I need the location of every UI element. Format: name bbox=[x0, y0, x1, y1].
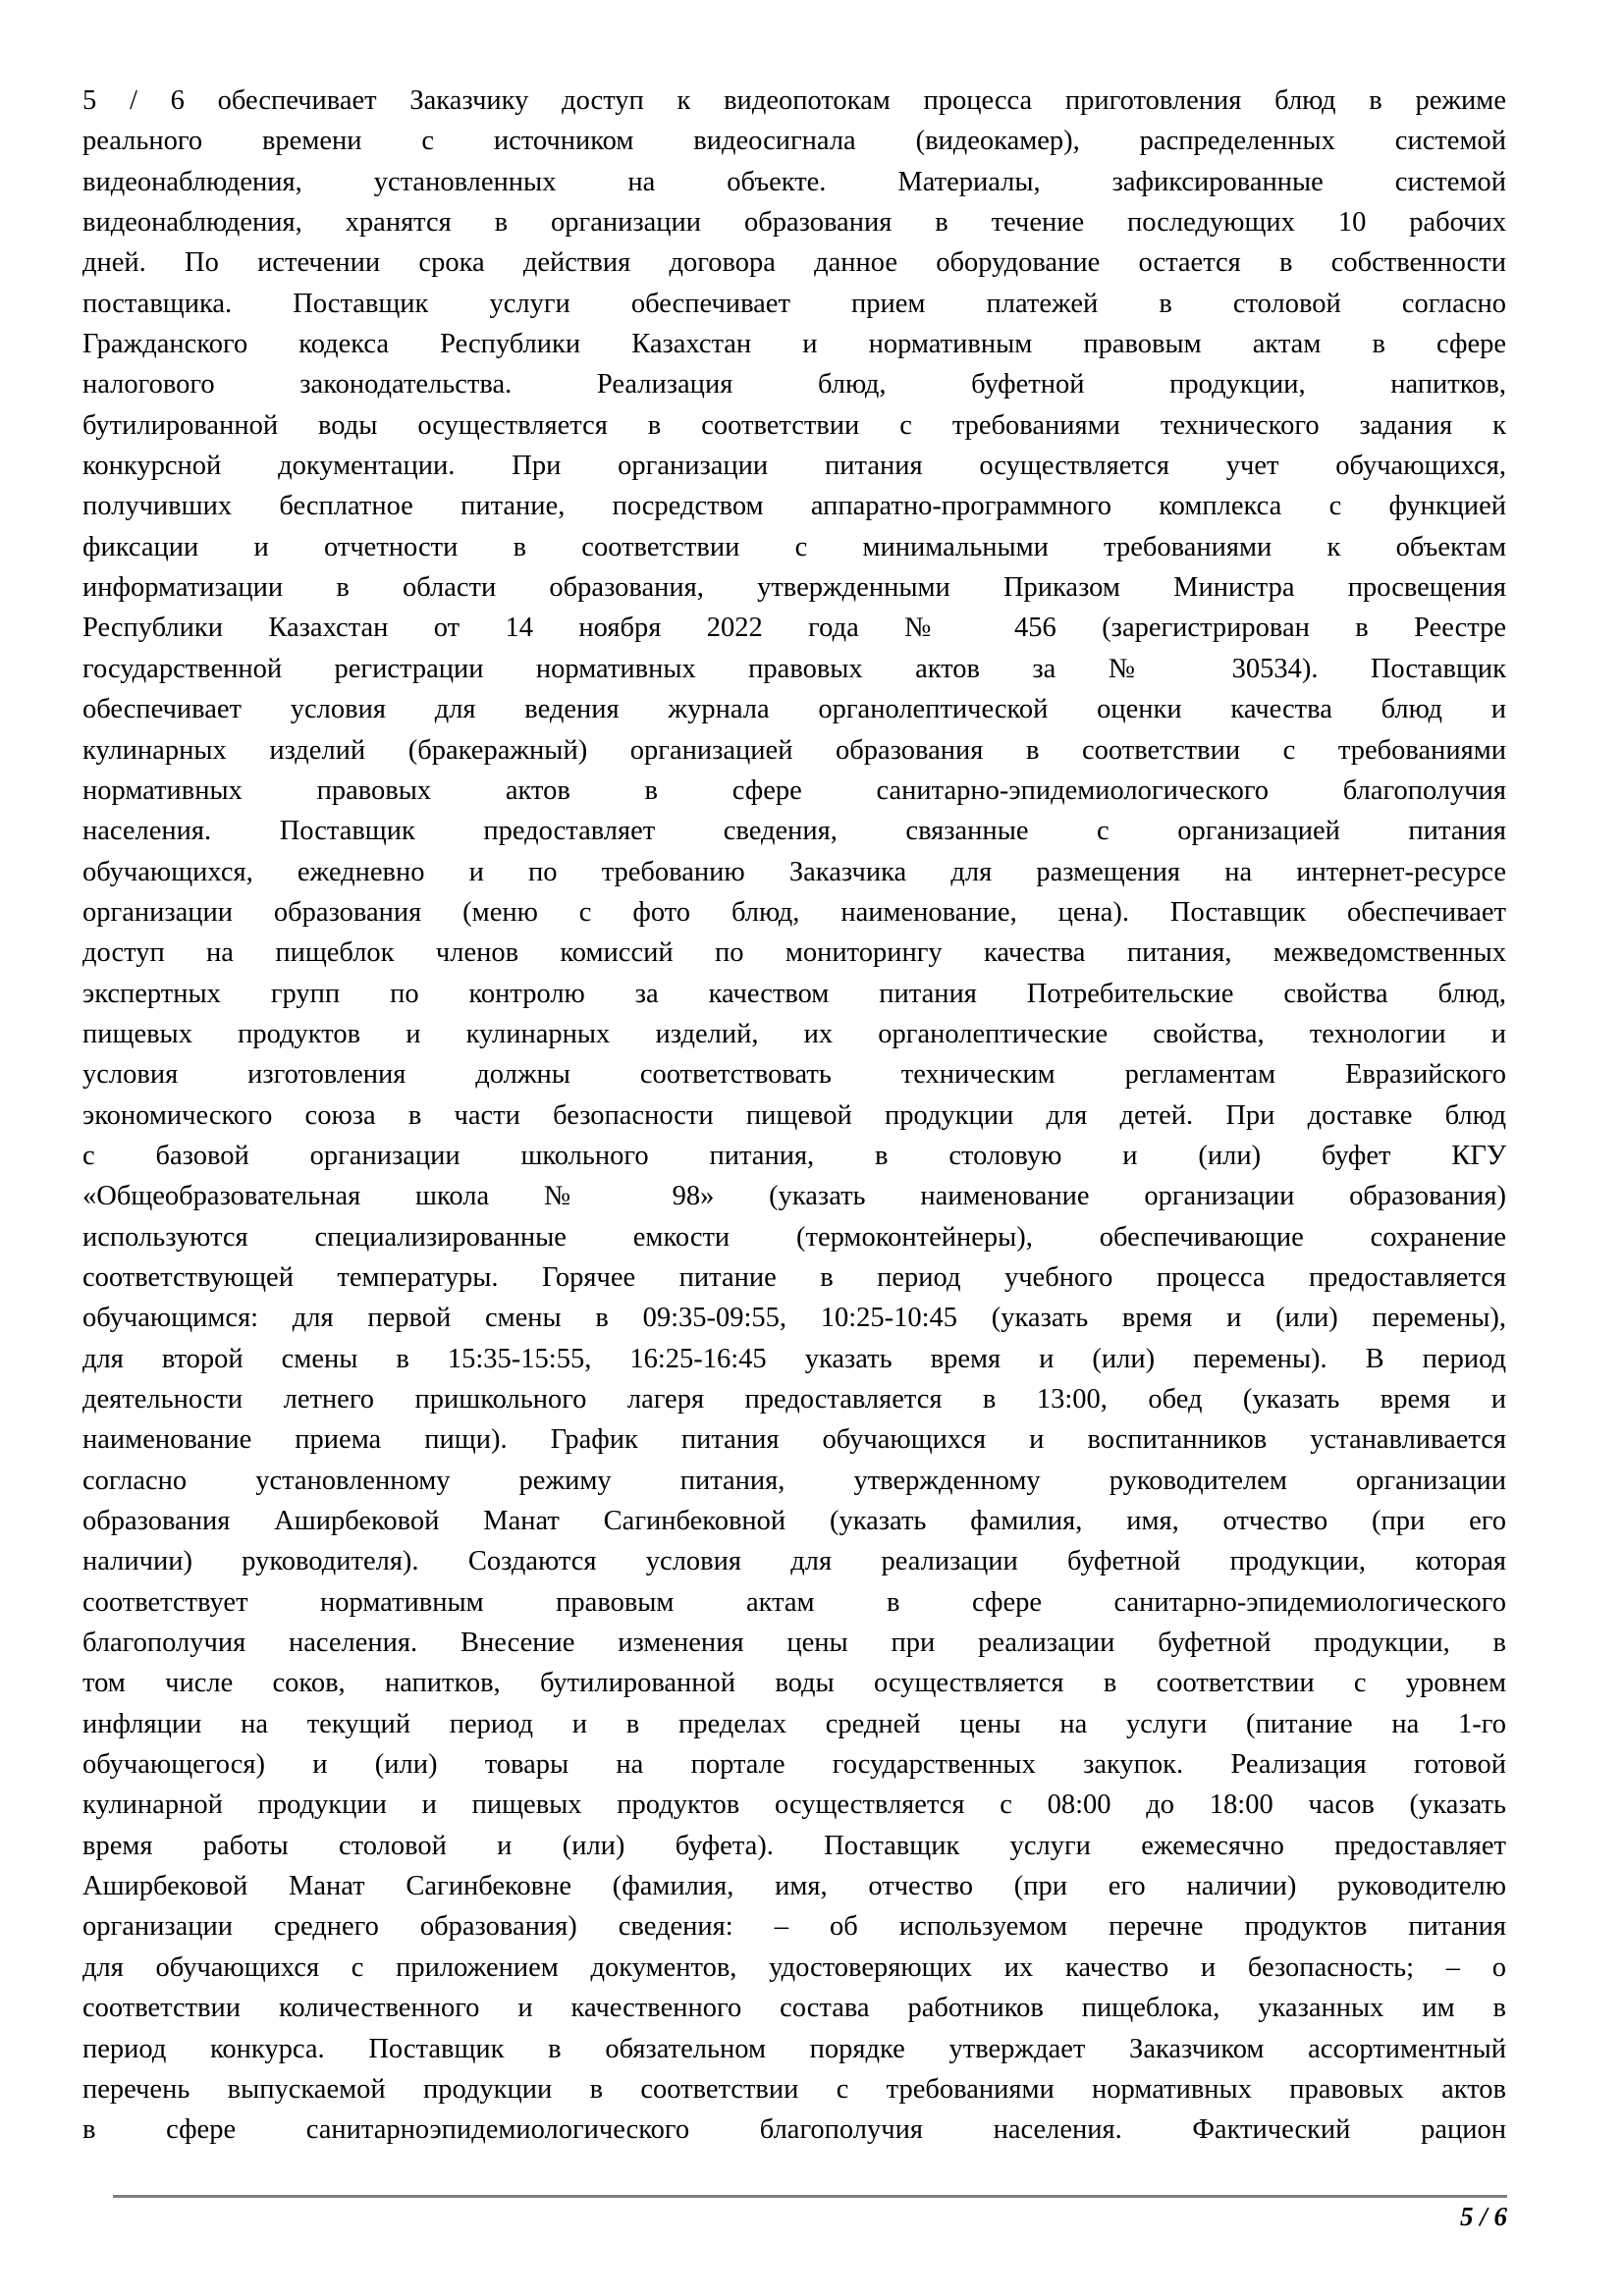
text-line: образования Аширбековой Манат Сагинбековной (указать фамилия, имя, отчество (при его bbox=[82, 1506, 1506, 1537]
text-line: экспертных групп по контролю за качеством питания Потребительские свойства блюд, bbox=[82, 978, 1506, 1009]
text-line: время работы столовой и (или) буфета). Поставщик услуги ежемесячно предоставляет bbox=[82, 1830, 1506, 1861]
text-line: условия изготовления должны соответствовать техническим регламентам Евразийского bbox=[82, 1059, 1506, 1091]
text-line: Гражданского кодекса Республики Казахстан и нормативным правовым актам в сфере bbox=[82, 329, 1506, 360]
text-line: 5 / 6 обеспечивает Заказчику доступ к видеопотокам процесса приготовления блюд в режиме bbox=[82, 85, 1506, 116]
text-line: Аширбековой Манат Сагинбековне (фамилия, имя, отчество (при его наличии) руководителю bbox=[82, 1871, 1506, 1902]
text-line: период конкурса. Поставщик в обязательном порядке утверждает Заказчиком ассортиментный bbox=[82, 2033, 1506, 2064]
text-line: обучающимся: для первой смены в 09:35-09:55, 10:25-10:45 (указать время и (или) перемены), bbox=[82, 1303, 1506, 1334]
text-line: Республики Казахстан от 14 ноября 2022 года № 456 (зарегистрирован в Реестре bbox=[82, 613, 1506, 644]
text-line: доступ на пищеблок членов комиссий по мониторингу качества питания, межведомственных bbox=[82, 937, 1506, 969]
text-line: обеспечивает условия для ведения журнала органолептической оценки качества блюд и bbox=[82, 694, 1506, 725]
text-line: налогового законодательства. Реализация блюд, буфетной продукции, напитков, bbox=[82, 369, 1506, 400]
text-line: согласно установленному режиму питания, утвержденному руководителем организации bbox=[82, 1465, 1506, 1496]
text-line: наименование приема пищи). График питания обучающихся и воспитанников устанавливается bbox=[82, 1424, 1506, 1456]
text-line: организации образования (меню с фото блюд, наименование, цена). Поставщик обеспечивает bbox=[82, 896, 1506, 928]
page-number: 5 / 6 bbox=[1459, 2202, 1507, 2231]
text-line: с базовой организации школьного питания, в столовую и (или) буфет КГУ bbox=[82, 1140, 1506, 1171]
text-line: дней. По истечении срока действия договора данное оборудование остается в собственности bbox=[82, 247, 1506, 279]
text-line: нормативных правовых актов в сфере санитарно-эпидемиологического благополучия bbox=[82, 774, 1506, 806]
text-line: экономического союза в части безопасности пищевой продукции для детей. При доставке блюд bbox=[82, 1099, 1506, 1131]
text-line: кулинарной продукции и пищевых продуктов осуществляется с 08:00 до 18:00 часов (указать bbox=[82, 1789, 1506, 1821]
text-line: кулинарных изделий (бракеражный) организацией образования в соответствии с требованиями bbox=[82, 734, 1506, 766]
text-line: пищевых продуктов и кулинарных изделий, их органолептические свойства, технологии и bbox=[82, 1018, 1506, 1049]
text-line: соответствующей температуры. Горячее питание в период учебного процесса предоставляется bbox=[82, 1261, 1506, 1293]
text-line: наличии) руководителя). Создаются условия для реализации буфетной продукции, которая bbox=[82, 1546, 1506, 1577]
text-line: видеонаблюдения, хранятся в организации образования в течение последующих 10 рабочих bbox=[82, 207, 1506, 239]
text-line: благополучия населения. Внесение изменения цены при реализации буфетной продукции, в bbox=[82, 1628, 1506, 1659]
text-line: обучающегося) и (или) товары на портале государственных закупок. Реализация готовой bbox=[82, 1749, 1506, 1781]
text-line: реального времени с источником видеосигнала (видеокамер), распределенных системой bbox=[82, 126, 1506, 157]
text-line: «Общеобразовательная школа № 98» (указать наименование организации образования) bbox=[82, 1181, 1506, 1212]
footer-divider bbox=[113, 2195, 1507, 2198]
text-line: для второй смены в 15:35-15:55, 16:25-16:45 указать время и (или) перемены). В период bbox=[82, 1343, 1506, 1374]
text-line: фиксации и отчетности в соответствии с минимальными требованиями к объектам bbox=[82, 531, 1506, 562]
text-line: организации среднего образования) сведения: – об используемом перечне продуктов питания bbox=[82, 1911, 1506, 1943]
document-body bbox=[82, 80, 1506, 2151]
text-line: получивших бесплатное питание, посредством аппаратно-программного комплекса с функцией bbox=[82, 491, 1506, 522]
text-line: перечень выпускаемой продукции в соответствии с требованиями нормативных правовых актов bbox=[82, 2073, 1506, 2105]
text-line: обучающихся, ежедневно и по требованию Заказчика для размещения на интернет-ресурсе bbox=[82, 856, 1506, 887]
text-line: в сфере санитарноэпидемиологического благополучия населения. Фактический рацион bbox=[82, 2114, 1506, 2146]
text-line: для обучающихся с приложением документов, удостоверяющих их качество и безопасность; – о bbox=[82, 1951, 1506, 1983]
text-line: видеонаблюдения, установленных на объекте. Материалы, зафиксированные системой bbox=[82, 166, 1506, 197]
text-line: соответствии количественного и качественного состава работников пищеблока, указанных им в bbox=[82, 1993, 1506, 2024]
text-line: бутилированной воды осуществляется в соответствии с требованиями технического задания к bbox=[82, 409, 1506, 441]
text-line: населения. Поставщик предоставляет сведения, связанные с организацией питания bbox=[82, 816, 1506, 847]
text-line: деятельности летнего пришкольного лагеря предоставляется в 13:00, обед (указать время и bbox=[82, 1384, 1506, 1415]
text-line: используются специализированные емкости (термоконтейнеры), обеспечивающие сохранение bbox=[82, 1221, 1506, 1253]
text-line: поставщика. Поставщик услуги обеспечивает прием платежей в столовой согласно bbox=[82, 288, 1506, 319]
text-line: инфляции на текущий период и в пределах средней цены на услуги (питание на 1-го bbox=[82, 1708, 1506, 1739]
text-line: информатизации в области образования, утвержденными Приказом Министра просвещения bbox=[82, 572, 1506, 604]
text-line: том числе соков, напитков, бутилированной воды осуществляется в соответствии с уровнем bbox=[82, 1668, 1506, 1699]
text-line: конкурсной документации. При организации питания осуществляется учет обучающихся, bbox=[82, 451, 1506, 482]
text-line: государственной регистрации нормативных правовых актов за № 30534). Поставщик bbox=[82, 653, 1506, 684]
text-line: соответствует нормативным правовым актам в сфере санитарно-эпидемиологического bbox=[82, 1586, 1506, 1618]
